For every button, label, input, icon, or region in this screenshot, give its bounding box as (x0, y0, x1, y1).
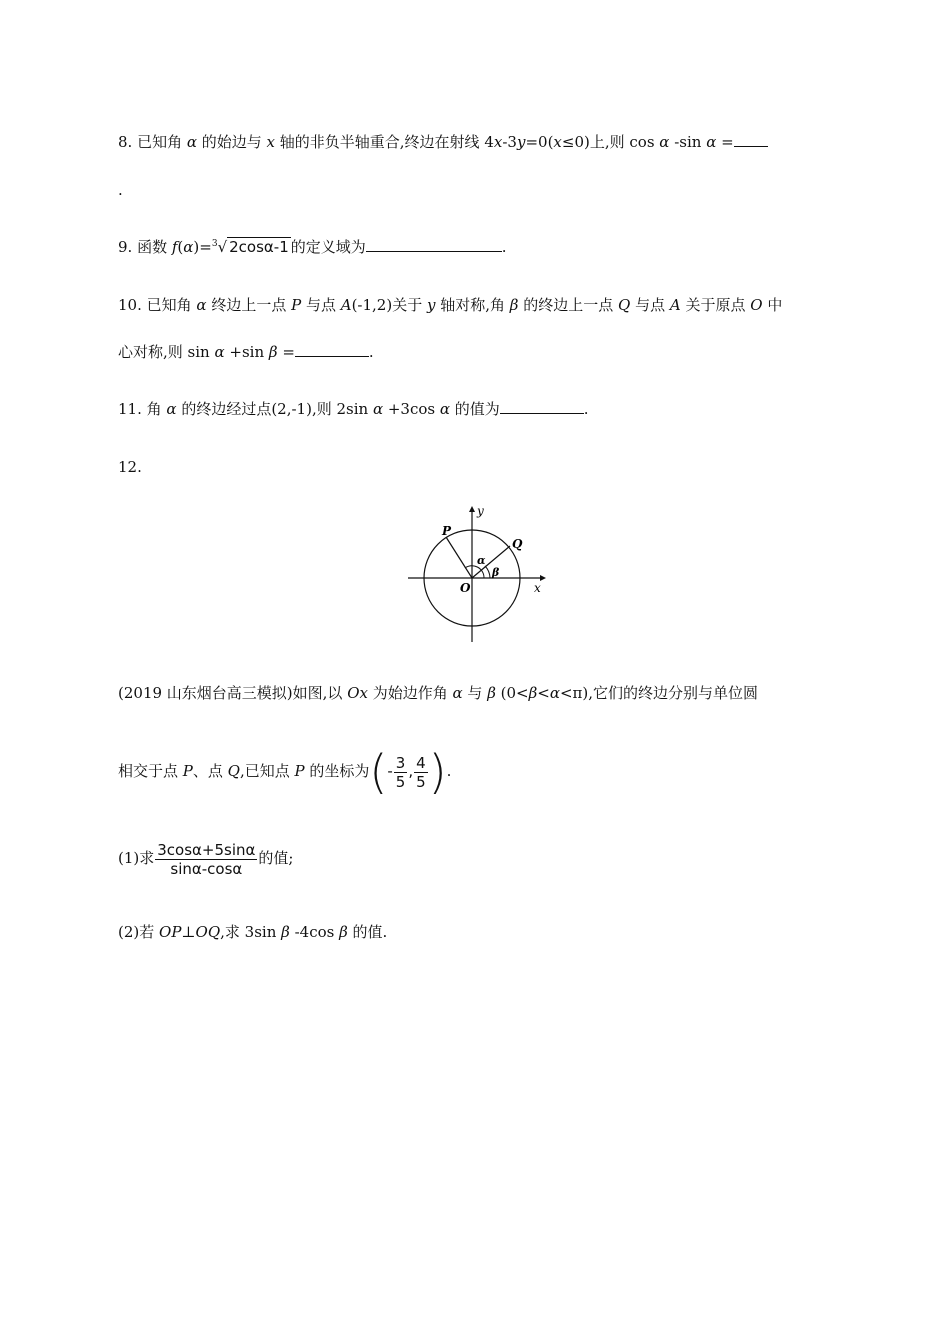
y-axis-arrow (469, 506, 475, 512)
question-12-intro: (2019 山东烟台高三模拟)如图,以 Ox 为始边作角 α 与 β (0<β<α<π),它们的终边分别与单位圆 (118, 684, 759, 702)
question-10-line-1: 10. 已知角 α 终边上一点 P 与点 A(-1,2)关于 y 轴对称,角 β 的终边上一点 Q 与点 A 关于原点 O 中 (118, 296, 783, 314)
question-12-point-coordinates: 相交于点 P、点 Q,已知点 P 的坐标为(- $\frac{3}{5}$ , $\frac{4}{5}$ ). (118, 745, 452, 799)
point-q-label: Q (512, 537, 523, 551)
radical-sign: √ (217, 238, 228, 256)
coord-x-fraction: $\frac{3}{5}$ (395, 753, 406, 791)
question-12-part-2: (2)若 OP⊥OQ,求 3sin β -4cos β 的值. (118, 923, 388, 941)
x-axis-label: x (534, 581, 541, 595)
answer-blank[interactable] (295, 342, 369, 357)
point-p-label: P (442, 524, 452, 538)
beta-label: β (492, 566, 500, 579)
expression-fraction: $\frac{3\cos\alpha+5\sin\alpha}{\sin\alpha-\cos\alpha}$ (157, 840, 256, 878)
ray-op (446, 537, 472, 578)
question-11: 11. 角 α 的终边经过点(2,-1),则 2sin α +3cos α 的值为 . (118, 400, 589, 418)
unit-circle-figure (400, 502, 550, 647)
alpha-label: α (477, 554, 486, 567)
question-10-line-2: 心对称,则 sin α +sin β = . (118, 343, 374, 361)
left-paren: ( (369, 745, 388, 799)
answer-blank[interactable] (366, 237, 502, 252)
y-axis-label: y (477, 504, 484, 518)
coord-y-fraction: $\frac{4}{5}$ (416, 753, 426, 791)
question-8: 8. 已知角 α 的始边与 x 轴的非负半轴重合,终边在射线 4x-3y=0(x≤0)上,则 cos α -sin α = (118, 132, 768, 152)
right-paren: ) (428, 745, 447, 799)
answer-blank[interactable] (734, 132, 768, 147)
question-9: 9. 函数 f(α)=$^3$√ 2cosα-1 的定义域为 . (118, 238, 507, 256)
radicand: 2cosα-1 (229, 238, 289, 256)
question-12-part-1: (1)求 $\frac{3\cos\alpha+5\sin\alpha}{\sin\alpha-\cos\alpha}$ 的值; (118, 840, 294, 878)
beta-arc (485, 566, 490, 578)
question-8-tail: . (118, 181, 123, 199)
origin-label: O (460, 581, 471, 595)
x-axis-arrow (540, 575, 546, 581)
question-12-number: 12. (118, 458, 142, 476)
root-index: 3 (211, 239, 218, 249)
answer-blank[interactable] (500, 399, 584, 414)
